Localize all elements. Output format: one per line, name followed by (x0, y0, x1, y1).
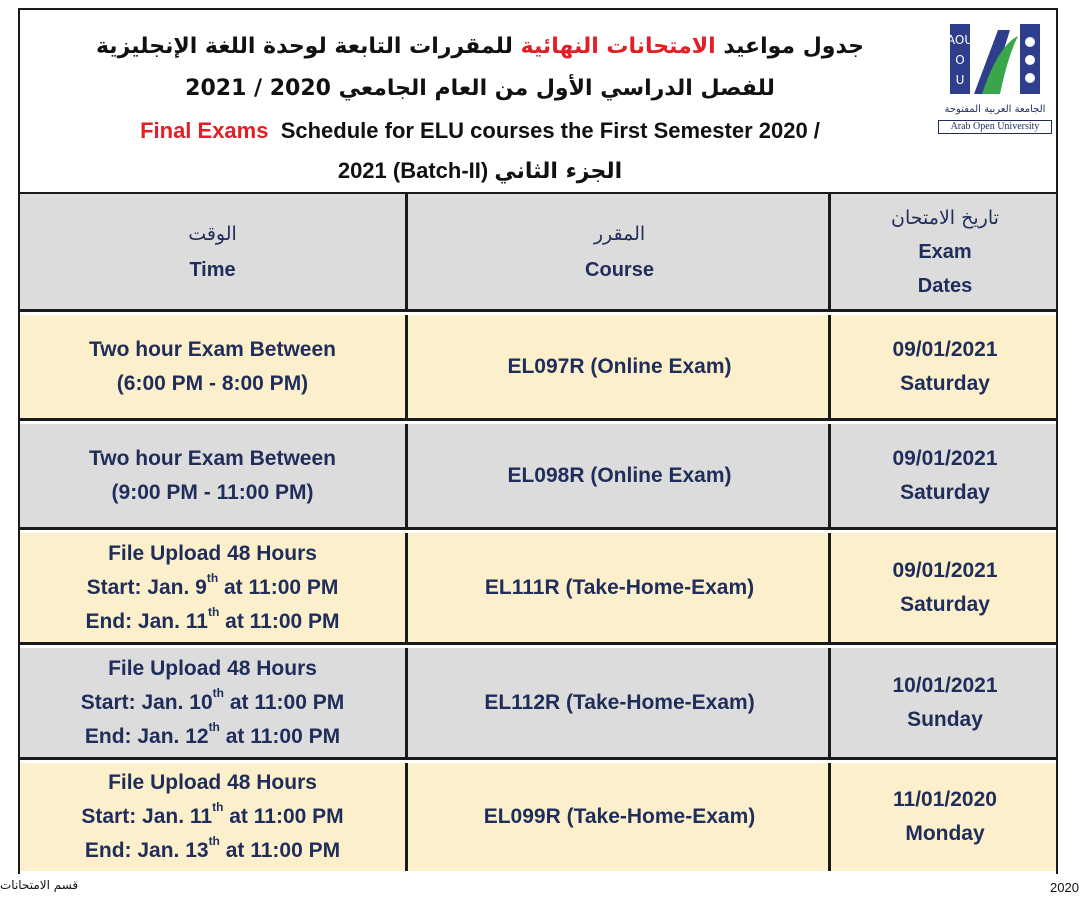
header-date-arabic: تاريخ الامتحان (891, 206, 999, 229)
title-arabic-line-2: للفصل الدراسي الأول من العام الجامعي 2020 / 2021 (185, 76, 775, 101)
start-text: Start: Jan. 9 (86, 575, 207, 599)
table-row (20, 315, 1056, 421)
row-time-start (81, 686, 344, 720)
row-time-line-2: (6:00 PM - 8:00 PM) (116, 371, 309, 395)
row-date (834, 424, 1056, 527)
end-text: End: Jan. 13 (84, 839, 209, 862)
svg-text:U: U (955, 73, 965, 87)
table-header-row (20, 194, 1056, 312)
title-english (20, 116, 940, 146)
svg-text:AOU: AOU (946, 33, 974, 47)
title-batch-number: 2021 (Batch-II) (337, 158, 489, 183)
title-ar-red: الامتحانات النهائية (520, 34, 716, 59)
row-date (834, 648, 1056, 757)
row-date (834, 763, 1056, 871)
schedule-header (20, 10, 1056, 194)
header-course-arabic: المقرر (593, 222, 646, 245)
header-time-arabic: الوقت (188, 222, 237, 245)
header-course-english: Course (585, 258, 654, 281)
row-time (20, 763, 408, 871)
row-time (20, 315, 408, 418)
row-time-line-1: File Upload 48 Hours (108, 541, 317, 565)
row-time (20, 424, 408, 527)
end-time: at 11:00 PM (219, 724, 341, 748)
row-day-value: Sunday (907, 707, 983, 731)
start-sup: th (212, 685, 224, 700)
header-date-english-2: Dates (917, 274, 973, 297)
end-time: at 11:00 PM (219, 609, 340, 633)
row-date-value: 11/01/2020 (893, 788, 997, 811)
row-date (834, 315, 1056, 418)
row-date-value: 09/01/2021 (892, 337, 998, 361)
university-logo (938, 16, 1052, 136)
title-arabic-line-1 (20, 32, 940, 62)
row-date-value: 09/01/2021 (892, 558, 998, 582)
table-row (20, 424, 1056, 530)
row-time-start (87, 571, 339, 605)
header-time-english: Time (189, 258, 236, 281)
end-sup: th (207, 604, 220, 619)
table-row (20, 648, 1056, 760)
table-row (20, 763, 1056, 874)
schedule-frame (18, 8, 1058, 874)
footer-year: 2020 (1050, 880, 1079, 895)
row-time-line-1: Two hour Exam Between (89, 446, 336, 470)
title-ar-part-2: للمقررات التابعة لوحدة اللغة الإنجليزية (95, 34, 513, 59)
row-course: EL097R (Online Exam) (411, 315, 831, 418)
start-sup: th (212, 800, 224, 814)
end-time: at 11:00 PM (219, 839, 341, 862)
row-time-line-1: File Upload 48 Hours (108, 656, 317, 680)
header-date (834, 194, 1056, 309)
end-text: End: Jan. 11 (85, 609, 208, 633)
start-time: at 11:00 PM (218, 575, 339, 599)
row-course: EL098R (Online Exam) (411, 424, 831, 527)
start-text: Start: Jan. 11 (81, 805, 213, 828)
logo-name-arabic: الجامعة العربية المفتوحة (944, 104, 1046, 115)
end-sup: th (208, 719, 220, 734)
title-batch (20, 156, 940, 187)
row-day-value: Monday (905, 822, 985, 845)
svg-text:O: O (955, 53, 965, 67)
logo-mark-icon (938, 16, 1052, 104)
row-course: EL111R (Take-Home-Exam) (411, 533, 831, 642)
header-course (411, 194, 831, 309)
row-course: EL112R (Take-Home-Exam) (411, 648, 831, 757)
row-time-end (85, 605, 339, 639)
row-time-line-2: (9:00 PM - 11:00 PM) (111, 480, 314, 504)
title-ar-part-1: جدول مواعيد (723, 34, 865, 59)
title-en-rest: Schedule for ELU courses the First Semester 2020 / (280, 118, 820, 143)
end-sup: th (208, 834, 220, 848)
row-day-value: Saturday (900, 480, 990, 504)
footer-department: قسم الامتحانات (0, 878, 79, 892)
start-time: at 11:00 PM (223, 690, 345, 714)
row-date-value: 09/01/2021 (892, 446, 998, 470)
header-date-english-1: Exam (918, 240, 972, 263)
row-time-end (85, 720, 340, 754)
header-time (20, 194, 408, 309)
row-course: EL099R (Take-Home-Exam) (411, 763, 831, 871)
row-time-start (81, 800, 343, 834)
table-row (20, 533, 1056, 645)
row-time (20, 648, 408, 757)
row-day-value: Saturday (900, 592, 990, 616)
row-time (20, 533, 408, 642)
logo-name-english: Arab Open University (938, 120, 1052, 134)
row-time-line-1: Two hour Exam Between (89, 337, 336, 361)
start-time: at 11:00 PM (223, 805, 344, 828)
row-date-value: 10/01/2021 (892, 673, 998, 697)
row-date (834, 533, 1056, 642)
start-sup: th (206, 570, 219, 585)
row-time-line-1: File Upload 48 Hours (108, 771, 317, 794)
start-text: Start: Jan. 10 (80, 690, 213, 714)
title-en-red: Final Exams (140, 118, 269, 143)
row-time-end (85, 834, 340, 868)
end-text: End: Jan. 12 (84, 724, 209, 748)
title-batch-arabic: الجزء الثاني (494, 159, 623, 184)
row-day-value: Saturday (900, 371, 990, 395)
